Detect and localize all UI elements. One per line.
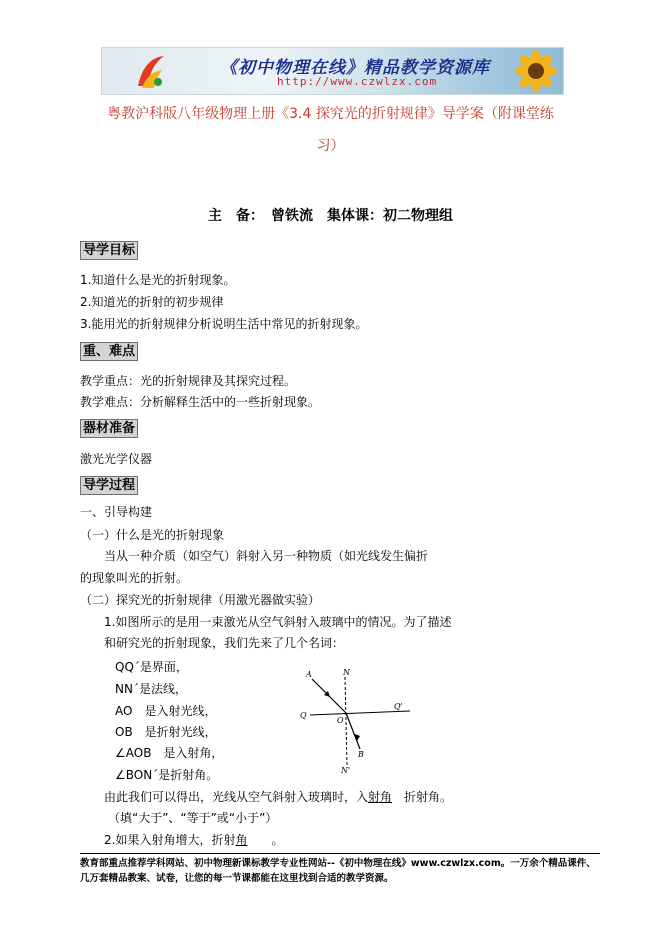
term-refraction-angle: ∠BON´是折射角。 — [115, 768, 219, 782]
goal-item-2: 2.知道光的折射的初步规律 — [80, 295, 224, 309]
section-heading-equipment: 器材准备 — [80, 419, 138, 438]
label-N: N — [343, 668, 350, 677]
conclusion-line — [104, 789, 452, 805]
question2-suffix: 。 — [271, 833, 284, 847]
site-logo-icon — [134, 52, 168, 90]
term-normal: NN´是法线， — [115, 682, 187, 696]
label-B: B — [358, 750, 364, 759]
label-O: O — [337, 716, 344, 725]
fill-hint: （填“大于”、“等于”或“小于”） — [108, 811, 278, 825]
normal-line — [345, 677, 347, 765]
definition-line2: 的现象叫光的折射。 — [80, 571, 189, 585]
document-title-line2: 习） — [316, 138, 345, 154]
question2-answer-blank: 角 — [235, 833, 248, 847]
question1-line1: 1.如图所示的是用一束激光从空气斜射入玻璃中的情况。为了描述 — [104, 615, 452, 629]
banner-url: http://www.czwlzx.com — [277, 75, 438, 88]
conclusion-suffix: 折射角。 — [404, 790, 453, 804]
term-incident-ray: AO 是入射光线， — [115, 704, 217, 718]
refraction-diagram — [290, 665, 420, 775]
interface-line — [310, 711, 410, 715]
label-N-prime: N' — [341, 766, 351, 775]
question2-prefix: 2.如果入射角增大，折射 — [104, 833, 236, 847]
header-banner — [101, 47, 564, 95]
subsection-two-heading: （二）探究光的折射规律（用激光器做实验） — [80, 593, 321, 607]
key-point-text: 教学重点：光的折射规律及其探究过程。 — [80, 374, 297, 388]
goal-item-3: 3.能用光的折射规律分析说明生活中常见的折射现象。 — [80, 317, 368, 331]
subsection-one-heading: （一）什么是光的折射现象 — [80, 528, 225, 542]
label-A: A — [306, 670, 312, 679]
page-footer: 教育部重点推荐学科网站、初中物理新课标教学专业性网站--《初中物理在线》www.czwlzx.com。一万余个精品课件、几万套精品教案、试卷，让您的每一节课都能在这里找到合适的教学资源。 — [80, 853, 600, 886]
section-heading-goals: 导学目标 — [80, 241, 138, 260]
question2-line — [104, 832, 283, 848]
equipment-text: 激光光学仪器 — [80, 452, 153, 466]
banner-title: 《初中物理在线》精品教学资源库 — [220, 58, 490, 78]
author-line: 主 备： 曾铁流 集体课：初二物理组 — [208, 208, 453, 224]
goal-item-1: 1.知道什么是光的折射现象。 — [80, 273, 236, 287]
refracted-ray — [346, 713, 360, 749]
document-title-line1: 粤教沪科版八年级物理上册《3.4 探究光的折射规律》导学案（附课堂练 — [107, 106, 554, 122]
conclusion-answer-blank: 射角 — [368, 790, 393, 804]
definition-line1: 当从一种介质（如空气）斜射入另一种物质（如光线发生偏折 — [104, 549, 429, 563]
sunflower-icon — [510, 50, 562, 92]
label-Q-prime: Q' — [394, 702, 403, 711]
term-interface: QQ´是界面， — [115, 660, 188, 674]
section-heading-keypoints: 重、难点 — [80, 342, 138, 361]
question1-line2: 和研究光的折射现象，我们先来了几个名词： — [104, 636, 345, 650]
conclusion-prefix: 由此我们可以得出，光线从空气斜射入玻璃时，入 — [104, 790, 369, 804]
term-incidence-angle: ∠AOB 是入射角， — [115, 746, 224, 760]
part-one-heading: 一、引导构建 — [80, 505, 153, 519]
label-Q: Q — [300, 711, 307, 720]
section-heading-process: 导学过程 — [80, 476, 138, 495]
difficult-point-text: 教学难点：分析解释生活中的一些折射现象。 — [80, 395, 321, 409]
term-refracted-ray: OB 是折射光线， — [115, 725, 217, 739]
